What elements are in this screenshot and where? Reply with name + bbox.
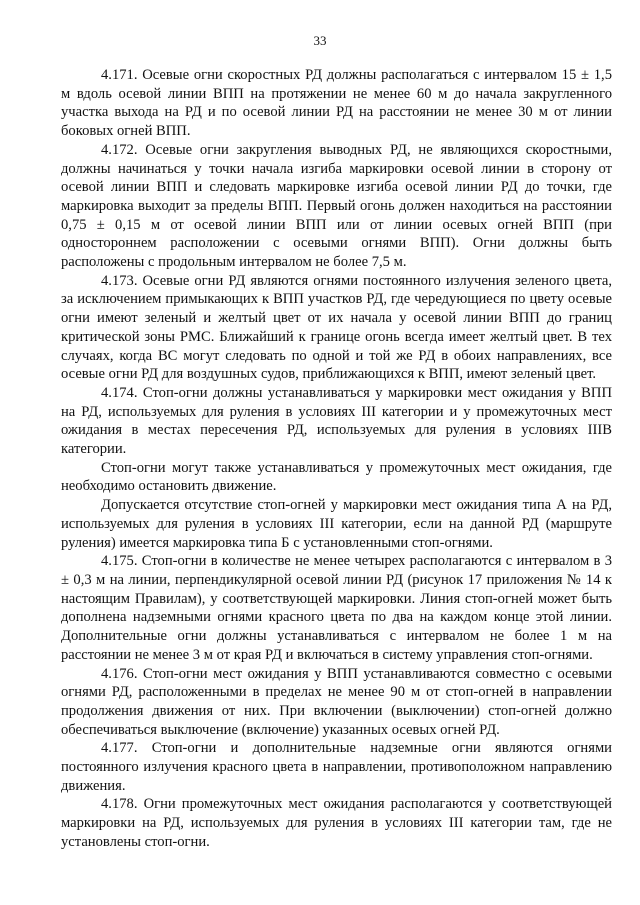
paragraph-4-171: 4.171. Осевые огни скоростных РД должны располагаться с интервалом 15 ± 1,5 м вдоль осевой линии ВПП на протяжении не менее 60 м до начала закругленного участка выхода на РД и по осевой линии РД на расстоянии не менее 30 м от линии боковых огней ВПП.: [61, 67, 612, 140]
paragraph-stop-lights-absence: Допускается отсутствие стоп-огней у маркировки мест ожидания типа А на РД, используемых для руления в условиях III категории, если на данной РД (маршруте руления) имеется маркировка типа Б с установленными стоп-огнями.: [61, 497, 612, 551]
document-body: [61, 66, 612, 852]
paragraph-4-176: 4.176. Стоп-огни мест ожидания у ВПП устанавливаются совместно с осевыми огнями РД, расположенными в пределах не менее 90 м от стоп-огней в направлении продолжения движения от них. При включении (выключении) стоп-огней должно обеспечиваться выключение (включение) указанных осевых огней РД.: [61, 665, 612, 738]
paragraph-4-177: 4.177. Стоп-огни и дополнительные надземные огни являются огнями постоянного излучения красного цвета в направлении, противоположном направлению движения.: [61, 740, 612, 794]
paragraph-stop-lights-intermediate: Стоп-огни могут также устанавливаться у промежуточных мест ожидания, где необходимо остановить движение.: [61, 459, 612, 495]
paragraph-4-175: 4.175. Стоп-огни в количестве не менее четырех располагаются с интервалом в 3 ± 0,3 м на линии, перпендикулярной осевой линии РД (рисунок 17 приложения № 14 к настоящим Правилам), у соответствующей маркировки. Линия стоп-огней может быть дополнена надземными огнями красного цвета по два на каждом конце этой линии. Дополнительные огни должны устанавливаться с интервалом не более 1 м на расстоянии не менее 3 м от края РД и включаться в систему управления стоп-огнями.: [61, 553, 612, 663]
paragraph-4-173: 4.173. Осевые огни РД являются огнями постоянного излучения зеленого цвета, за исключением примыкающих к ВПП участков РД, где чередующиеся по цвету осевые огни имеют зеленый и желтый цвет от их начала у осевой линии ВПП до границ критической зоны РМС. Ближайший к границе огонь всегда имеет желтый цвет. В тех случаях, когда ВС могут следовать по одной и той же РД в обоих направлениях, все осевые огни РД для воздушных судов, приближающихся к ВПП, имеют зеленый цвет.: [61, 272, 612, 383]
paragraph-4-174: 4.174. Стоп-огни должны устанавливаться у маркировки мест ожидания у ВПП на РД, используемых для руления в условиях III категории и у промежуточных мест ожидания в местах пересечения РД, используемых для руления в условиях IIIВ категории.: [61, 384, 612, 458]
paragraph-4-178: 4.178. Огни промежуточных мест ожидания располагаются у соответствующей маркировки на РД, используемых для руления в условиях III категории там, где не установлены стоп-огни.: [61, 796, 612, 850]
paragraph-4-172: 4.172. Осевые огни закругления выводных РД, не являющихся скоростными, должны начинаться у точки начала изгиба маркировки осевой линии в сторону от осевой линии ВПП и следовать маркировке изгиба осевой линии РД до точки, где маркировка выходит за пределы ВПП. Первый огонь должен находиться на расстоянии 0,75 ± 0,15 м от осевой линии ВПП или от линии осевых огней ВПП (при одностороннем расположении с осевыми огнями ВПП). Огни должны быть расположены с продольным интервалом не более 7,5 м.: [61, 141, 612, 271]
page-number: 33: [313, 33, 327, 48]
